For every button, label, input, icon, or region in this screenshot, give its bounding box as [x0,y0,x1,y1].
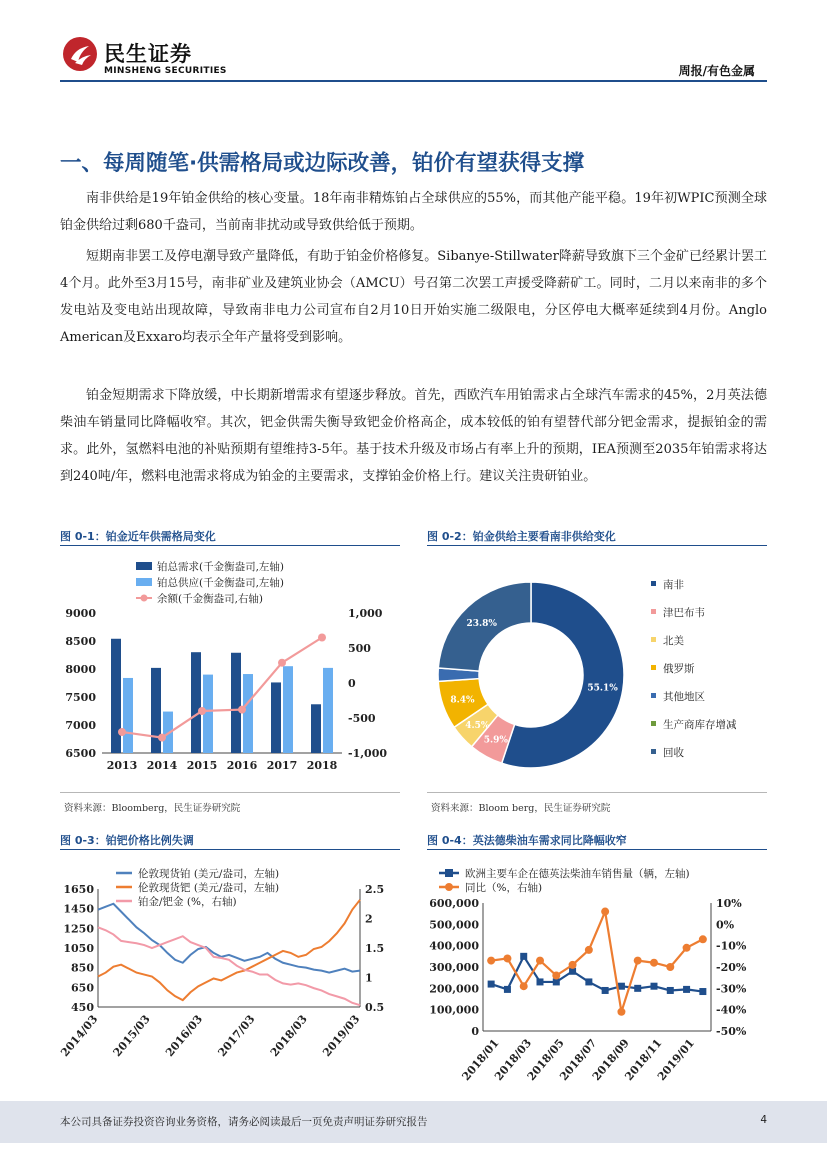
fig1-x-tick-label: 2017 [266,759,298,772]
fig2-legend-swatch [651,749,656,754]
fig3-y2-tick-label: 1 [365,971,373,985]
fig4-sales-point [504,986,511,993]
fig3-x-tick-label: 2019/03 [320,1012,363,1060]
legend-sales: 欧洲主要车企在德英法柴油车销售量（辆，左轴) [465,868,690,880]
fig4-yoy-point [585,946,593,954]
fig4-y2-tick-label: -20% [716,961,747,974]
fig2-legend-label: 南非 [663,579,684,591]
fig2-legend-label: 津巴布韦 [663,607,705,619]
fig4-x-tick-label: 2018/03 [492,1036,535,1084]
fig4-y-tick-label: 500,000 [429,918,479,932]
fig2-slice-label: 4.5% [465,720,490,731]
paragraph-2: 短期南非罢工及停电潮导致产量降低，有助于铂金价格修复。Sibanye-Stillwater降薪导致旗下三个金矿已经累计罢工4个月。此外至3月15号，南非矿业及建筑业协会（AMCU）号召第二次罢工声援受降薪矿工。同时，二月以来南非的多个发电站及变电站出现故障，导致南非电力公司宣布自2月10日开始实施二级限电，分区停电大概率延续到4月份。Anglo American及Exxaro均表示全年产量将受到影响。 [60,249,767,345]
fig2-slice-label: 5.9% [483,735,508,746]
fig3-x-tick-label: 2015/03 [110,1012,153,1060]
fig3-y2-tick-label: 1.5 [365,942,385,955]
fig3-legend [116,867,279,908]
minsheng-logo-icon [62,36,98,72]
fig4-yoy-point [520,982,528,990]
legend-demand: 铂总需求(千金衡盎司,左轴) [157,561,285,573]
fig2-legend-label: 回收 [663,747,684,759]
fig3-series-line [98,927,360,1005]
figure-3-title-rule [60,849,400,850]
fig1-bar-supply [323,668,333,753]
fig3-y2-tick-label: 2 [365,912,373,926]
paragraph-1: 南非供给是19年铂金供给的核心变量。18年南非精炼铂占全球供应的55%，而其他产能平稳。19年初WPIC预测全球铂金供给过剩680千盎司，当前南非扰动或导致供给低于预期。 [60,191,767,233]
fig2-slice-label: 55.1% [587,683,618,694]
fig3-x-tick-label: 2016/03 [163,1012,206,1060]
fig4-sales-point [585,978,592,985]
fig4-y-tick-label: 400,000 [429,939,479,953]
figure-1-source: 资料来源：Bloomberg，民生证券研究院 [64,803,241,814]
fig3-x-tick-label: 2018/03 [267,1012,310,1060]
fig4-yoy-point [536,957,544,965]
fig2-legend-swatch [651,665,656,670]
fig4-x-tick-label: 2018/07 [557,1036,600,1084]
figure-2-title: 图 0-2：铂金供给主要看南非供给变化 [427,530,616,543]
fig4-series-line [491,912,703,1012]
fig1-bar-demand [111,639,121,753]
figure-4-title: 图 0-4：英法德柴油车需求同比降幅收窄 [427,834,627,847]
fig2-legend [651,578,737,759]
fig3-y-tick-label: 650 [71,981,94,995]
fig4-y2-tick-label: -30% [716,982,747,996]
fig4-y2-tick-label: -10% [716,939,747,953]
fig1-x-tick-label: 2015 [186,759,218,772]
legend-yoy: 同比（%，右轴) [465,882,543,894]
fig3-y-tick-label: 1050 [63,942,94,955]
fig1-x-tick-label: 2014 [146,759,178,772]
fig2-legend-label: 俄罗斯 [663,663,695,675]
figure-2-chart [427,551,767,783]
fig4-y-tick-label: 300,000 [429,961,479,974]
fig3-y-tick-label: 1650 [63,883,94,896]
fig4-y-tick-label: 200,000 [429,982,479,996]
page-number: 4 [760,1114,767,1126]
page-header [0,0,827,80]
fig1-y-tick-label: 7000 [65,719,96,732]
legend-platinum: 伦敦现货铂 (美元/盎司，左轴) [138,868,280,880]
fig2-plot [438,582,624,768]
fig1-balance-point [198,707,206,715]
section-title: 一、每周随笔·供需格局或边际改善，铂价有望获得支撑 [60,151,585,176]
fig1-bar-demand [231,653,241,753]
fig3-series-line [98,904,360,973]
figure-1-title-rule [60,545,400,546]
fig4-x-tick-label: 2018/01 [459,1036,502,1084]
fig2-legend-swatch [651,609,656,614]
fig3-y-tick-label: 1450 [63,902,94,916]
fig4-x-tick-label: 2018/09 [589,1036,632,1084]
fig3-plot [98,900,360,1005]
fig1-y2-tick-label: 1,000 [348,607,383,620]
fig4-y2-tick-label: 10% [716,897,742,910]
fig2-legend-label: 生产商库存增减 [663,719,737,731]
legend-palladium: 伦敦现货钯 (美元/盎司，左轴) [138,882,280,894]
fig4-y-tick-label: 100,000 [429,1003,479,1017]
fig1-bar-supply [123,678,133,753]
fig4-yoy-point [503,954,511,962]
fig3-y-tick-label: 450 [71,1001,94,1014]
figure-2-source-rule [427,792,767,793]
fig4-yoy-point [487,957,495,965]
figure-2-source: 资料来源：Bloom berg，民生证券研究院 [431,803,611,814]
fig1-bar-supply [243,674,253,753]
fig1-x-tick-label: 2016 [226,759,258,772]
fig1-legend [136,560,284,605]
fig4-yoy-point [650,959,658,967]
legend-swatch-supply [136,578,152,586]
fig1-x-tick-label: 2018 [306,759,338,772]
fig1-y2-tick-label: -500 [348,712,376,725]
fig1-x-tick-label: 2013 [106,759,138,772]
fig2-legend-swatch [651,693,656,698]
legend-marker-yoy [445,883,453,891]
fig1-y-tick-label: 9000 [65,607,96,620]
figure-3-chart [56,853,400,1093]
legend-ratio: 铂金/钯金 (%，右轴) [138,896,237,908]
footer-disclaimer: 本公司具备证券投资咨询业务资格，请务必阅读最后一页免责声明证券研究报告 [60,1116,428,1128]
fig1-balance-point [118,728,126,736]
fig1-y-tick-label: 7500 [65,691,96,704]
fig4-y-tick-label: 0 [471,1025,479,1038]
fig4-sales-point [618,983,625,990]
fig4-sales-point [667,987,674,994]
fig4-yoy-point [552,972,560,980]
figure-1-source-rule [60,792,400,793]
figure-1-chart [56,551,396,783]
fig4-sales-point [520,953,527,960]
fig1-balance-point [238,706,246,714]
fig4-yoy-point [569,961,577,969]
fig2-slice-label: 8.4% [450,695,475,706]
fig4-yoy-point [601,908,609,916]
fig3-x-tick-label: 2014/03 [58,1012,101,1060]
fig4-yoy-point [699,935,707,943]
brand-name-en: MINSHENG SECURITIES [104,66,227,76]
fig4-x-tick-label: 2019/01 [654,1036,698,1084]
fig3-y-tick-label: 850 [71,961,94,975]
figure-3-title: 图 0-3：铂钯价格比例失调 [60,834,194,847]
figure-4-chart [423,853,767,1093]
fig2-legend-label: 其他地区 [663,691,705,703]
fig4-y2-tick-label: -40% [716,1003,747,1017]
fig4-yoy-point [617,1008,625,1016]
fig1-balance-point [278,659,286,667]
fig4-y-tick-label: 600,000 [429,897,479,910]
fig1-y2-tick-label: 500 [348,642,371,655]
figure-1-title: 图 0-1：铂金近年供需格局变化 [60,530,216,543]
fig4-yoy-point [666,963,674,971]
fig3-series-line [98,900,360,1000]
fig4-legend [439,867,690,894]
fig4-sales-point [651,983,658,990]
header-divider [60,80,767,82]
fig1-y-tick-label: 8500 [65,635,96,648]
fig4-y2-tick-label: -50% [716,1025,747,1038]
fig4-sales-point [488,981,495,988]
legend-balance: 余额(千金衡盎司,右轴) [157,593,264,605]
fig4-sales-point [683,986,690,993]
fig1-plot [111,634,333,754]
legend-marker-balance [141,595,148,602]
figure-4-title-rule [427,849,767,850]
legend-supply: 铂总供应(千金衡盎司,左轴) [157,577,285,589]
legend-marker-sales [445,869,453,877]
fig1-bar-demand [191,652,201,753]
fig1-y-tick-label: 6500 [65,747,96,760]
fig2-legend-swatch [651,721,656,726]
fig2-legend-label: 北美 [663,635,684,647]
fig1-y-tick-label: 8000 [65,663,96,676]
fig2-legend-swatch [651,637,656,642]
fig1-bar-demand [311,704,321,753]
fig4-y2-tick-label: 0% [716,918,735,932]
fig1-balance-point [318,634,326,642]
fig1-y2-tick-label: -1,000 [348,747,388,760]
fig3-x-tick-label: 2017/03 [215,1012,258,1060]
fig4-yoy-point [683,944,691,952]
fig3-y-tick-label: 1250 [63,922,94,936]
fig4-x-tick-label: 2018/05 [524,1036,567,1084]
fig1-y2-tick-label: 0 [348,677,356,690]
fig1-balance-point [158,734,166,742]
fig1-bar-supply [283,666,293,753]
fig4-plot [487,908,707,1016]
brand-name-cn: 民生证券 [104,42,192,66]
figure-2-title-rule [427,545,767,546]
fig4-sales-point [699,988,706,995]
paragraph-3: 铂金短期需求下降放缓，中长期新增需求有望逐步释放。首先，西欧汽车用铂需求占全球汽车需求的45%，2月英法德柴油车销量同比降幅收窄。其次，钯金供需失衡导致钯金价格高企，成本较低的铂有望替代部分钯金需求，提振铂金的需求。此外，氢燃料电池的补贴预期有望维持3-5年。基于技术升级及市场占有率上升的预期，IEA预测至2035年铂需求将达到240吨/年，燃料电池需求将成为铂金的主要需求，支撑铂金价格上行。建议关注贵研铂业。 [60,388,767,484]
fig4-yoy-point [634,957,642,965]
fig3-y2-tick-label: 2.5 [365,883,385,896]
fig4-sales-point [634,985,641,992]
fig4-sales-point [602,987,609,994]
legend-swatch-demand [136,562,152,570]
fig2-legend-swatch [651,581,656,586]
report-type: 周报/有色金属 [678,64,755,78]
fig3-y2-tick-label: 0.5 [365,1001,385,1014]
fig4-sales-point [537,978,544,985]
fig2-slice-label: 23.8% [466,618,497,629]
fig1-bar-demand [271,682,281,753]
fig4-x-tick-label: 2018/11 [622,1036,665,1084]
